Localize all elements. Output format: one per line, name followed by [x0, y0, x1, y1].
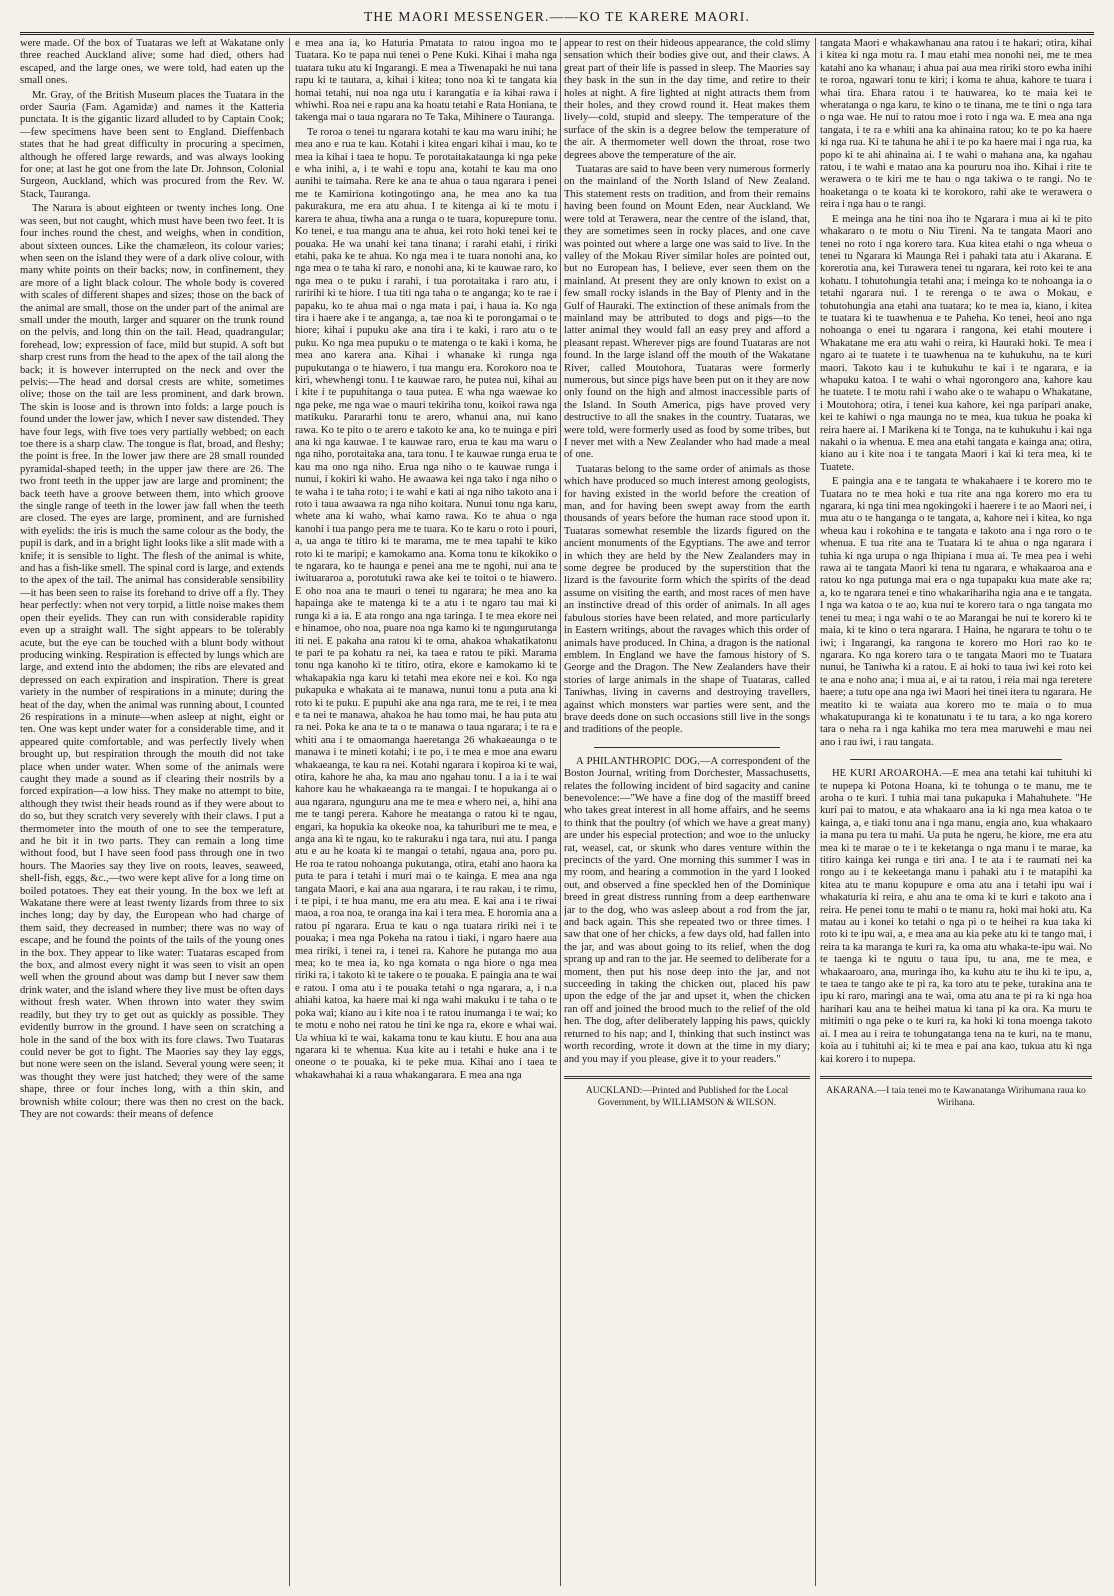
article-separator — [850, 759, 1062, 760]
paragraph: were made. Of the box of Tuataras we left at Wakatane only three reached Auckland alive; some had died, others had escaped, and the large ones, we were told, had eaten up the small ones. — [20, 38, 284, 87]
kuri-aroaroha-article: HE KURI AROAROHA.—E mea ana tetahi kai tuhituhi ki te nupepa ki Potona Hoana, ki te tohunga o te manu, me te aroha o te kuri. I tuhia mai tana pukapuka i Mahahuhete. "He kuri pai to matou, e ata whakaaro ana ia ki nga mea katoa o te kainga, a, e tiaki tonu ana i nga manu, engia ano, kua whakaaro ia mana pu tera tu mahi. Ua puta he ngeru, he kiore, me era atu mea ki te marae o te i te keketanga o nga manu i te marae, ka titiro kainga kei runga e tiri ana. I te ata i te raumati nei ka rongo au i te kekeetanga manu i pahaki atu i te matapihi ka kitea atu te manu kopupure e oma atu ana i tetahi ipu wai i whakaturia ki reira, e ahu ana te oma ki te kuri e takoto ana i reira. He penei tonu te mahi o te manu ra, hoki mai hoki atu. Ka matau au i konei ko tetahi o nga pi o te heihei ra kua taka ki roto ki te ipu wai, a, e mea ana au kia peke atu ki te tango mai, i reira ta ka maranga te kuri ra, ka oma atu whaka-te-ipu wai. No te taenga ki te ngutu o taua ipu, tu ana, me te mea, e whakaaroaro, ana, muringa iho, ka kuhu atu te ihu ki te ipu, a, te taea te tango ake te pi ra, ka toro atu te peke, turakina ana te ipu ki raro, maringi ana te wai, oma atu ana te pi ra ki nga hoa harihari kau ana te heihei matua ki tana pi ka ora. Ka muru te mitimiti o nga peke o te kuri ra, ka hoki ki tona moenga takoto ai. I mea au i reira te tohungatanga tena na te kuri, na te manu, koia au i tuhituhi ai; ki te mea e pai ana kao, tukua atu ki nga kai korero i to nupepa. — [820, 768, 1092, 1065]
column-2-maori-tuatara — [295, 38, 557, 1586]
paragraph: Te roroa o tenei tu ngarara kotahi te kau ma waru inihi; he mea ano e rua te kau. Kotahi i kitea engari kihai i mau, ko te mea ia kihai i taea te hopu. Te porotaitakataunga ki nga peke e wha inihi, a, i te wahi e topu ana, kotahi te kau ma ono aunihi te taimaha. Rere ke ana te ahua o taua ngarara i penei me te Kamiriona kotingotingo ana, he mea ano ka tua pakurakura, me era atu ahua. I te kitenga ai ki te motu i karera te ahua, tiwha ana a runga o te tuara, kopurepure tonu. Ko tenei, e tua mangu ana te ahua, kei roto hoki tenei kei te pouaka. He wa unahi kei tana tinana; i rarahi etahi, i ririki etahi, paka ke te ahua. Ko nga mea i te tuara nonohi ana, ko nga mea o te taha ki raro, e nonohi ana, ki te kauwae raro, ko nga mea o te puku i rarahi, i tua porotaitaka i raro atu, i raririhi ki te hiore. I tua titi nga taha o te anganga; ko te rae i papaku, ko te ahua mai o nga mata i pai, i haua ia. Ko nga tira i haere ake i te anganga, a, tae noa ki te porongamai o te hiore; kihai i pupuku ake ana tira i te kaki, i raro atu o te puku. Ko nga mea pupuku o te matenga o te kaki i koma, he mea ano karera ana. Kihai i whanake ki runga nga pupukutanga o te hiawero, i tua mangu era. Korokoro noa te kiri, whewhengi tonu. I te kauwae raro, he putea nui, kihai au i kite i te pupuhitanga o taua putea. E wha nga waewae ko nga peke, me nga wae o mauri tekiriha tonu, koikoi rawa nga matikuku. Parararhi tonu te arero, whanui ana, nui kano rawa. Ko te pito o te arero e takoto ke ana, ko te nuinga e piri ana ki nga kauwae. I te kauwae raro, erua te kau ma waru o nga niho, porotaitaka ana, tara tonu. I te kauwae runga erua te kau ma ono nga niho. Erua nga niho o te kauwae runga i nunui, i kokiri ki waho. He awaawa kei nga tako i nga niho o te waha i te taha roto; i te wahi e kati ai nga niho takoto ana i roto i taua awaawa ra nga niho koitara. Nunui tonu nga karu, whete ana ki waho, whai kamo rawa. Ko te ahua o nga kanohi i tua pango pera me te tuara. Ko te karu o roto i pouri, a, ua anga te titiro ki te marama, me te mea tapahi te kiko roto ki te maripi; e kamokamo ana. Koma tonu te kikokiko o te ngarara, ko te haunga e penei ana me te ngohi, nui ana te iwituararoa a, porotutuki rawa ake kei te toitoi o te hiawero. E oho noa ana te mauri o tenei tu ngarara; he mea ano ka hapainga ake te matenga ki te a atu i te ngaro tau mai ki runga ki a ia. E ata rongo ana nga taringa. I te mea ekore nei e hinamoe, oho noa, puare noa nga kamo ki te ngungurutanga iti nei. E pakaha ana ratou ki te oma, ahakoa whakatikatonu te pari te pa kohatu ra nei, ka taea e ratou te piki. Marama tonu nga kanoho ki te titiro, otira, ekore e kamokamo ki te whakapakia nga karu ki tetahi mea ekore nei e koi. Ko nga pukapuka e whakata ai te manawa, nunui tonu a puta ana ki roto ki te puku. E pupuhi ake ana nga rara, me te rei, i te mea e ta nei te manawa, ahakoa he hau tomo mai, he hau puta atu ra nei. Poka ke ana te ta o te manawa o taua ngarara; i te ra e whiti ana i te omaomanga haeretanga 26 whakaeaunga o te manawa i te mineti kotahi; i te po, i te mea e moe ana ewaru whakaeanga, te kau ra nei. Kotahi ngarara i kopiroa ki te wai, otira, kahore he aha, ka mau ano ngahau tonu. I a ia i te wai kahore kau he whakaeanga ra te mangai. I te hopukanga ai o aua ngarara, ngunguru ana me te mea e whero nei, a, hihi ana me te tangi perera. Kahore he meatanga o ratou ki te ngau, engari, ka hopukia ka okeoke noa, ka tahuriburi me te mea, e anga ana ki te ngau, ko te rakuraku i nga tara, nui atu. I panga atu e au he koata ki te mangai o tetahi, ngaua ana, poro pu. He roa te ratou nohoanga pukutanga, otira, etahi ano haora ka puta te para i tetahi i muri mai o te kainga. E mea ana nga tangata Maori, e kai ana aua ngarara, i te rau rakau, i te rimu, i te pipi, i te hua manu, me era atu mea. E kai ana i te riwai maoa, a roa noa, te oranga ina kai i tera mea. E horomia ana a ratou pi ngarara. Erua te kau o nga tuatara ririki nei i te pouaka; i mea nga Pokeha na ratou i tiaki, i ngaro haere aua mea ririki, i tenei ra, i tenei ra. Kahore he putanga mo aua mea; ko te mea ia, ko nga komata o nga hiore o nga mea ririki ra, i takoto ki te takere o te pouaka. E paingia ana te wai e ratou. I oma atu i te pouaka tetahi o nga ngarara, a, i n.a ahiahi katoa, ka haere mai ki nga wahi makuku i te taha o te poka wai; kiano au i kite noa i te ratou inumanga i te wai; ko te motu e noho nei ratou he tini ke nga ra, ekore e whai wai. Ua whiua ki te wai, kakama tonu te kau kiutu. E hou ana aua ngarara ki te whenua. Kua kite au i tetahi e huke ana i te oneone o te pouaka, ki te peke mua. Kihai ano i taea te whakawhahai ki a raua whakangarara. E mea ana nga — [295, 126, 557, 1081]
paragraph: tangata Maori e whakawhanau ana ratou i te hakari; otira, kihai i kitea ki nga motu ra. I mau etahi mea nonohi nei, me te mea katahi ano ka whanau; i ahua pai aua mea ririki storo ewha inihi te roroa, ngawari tonu te kiri; i koma te ahua, kahore te tuara i whai tira. Ehara ratou i te hauwarea, ko te maia kei te wheratanga o nga karu, te kino o te tinana, me te tini o nga tara o nga wae. He nui to ratou moe i roto i nga wa. E mea ana nga tangata, i te ra e whiti ana ka ahinaina ratou; ko te po ka haere ki nga rua. Ki te tahuna he ahi i te po ka haere mai i nga rua, ka popo ki te ahi ahinaina ai. I te wahi o mahana ana, ka ngahau ratou, i te wahi e matao ana ka poururu noa iho. Kihai i rite te werawera o te kiri me te hau o nga takiwa o te rangi. No te hoaketanga o te koata ki te korokoro, rahi ake te werawera o reira i nga hau o te rangi. — [820, 38, 1092, 211]
column-4-maori — [820, 38, 1092, 1586]
paragraph: E meinga ana he tini noa iho te Ngarara i mua ai ki te pito whakararo o te motu o Niu Tireni. Na te tangata Maori ano tenei no roto i nga korero tara. Kua kitea etahi o nga wheua o tenei tu Ngarara ki Maunga Rei i pahaki tata atu i Akarana. E korerotia ana, kei Turawera tenei tu ngarara, kei roto kei te ana kohatu. I tohutohungia tetahi ana; i meinga ko te nohoanga ia o tetahi ngarara nui. I te rerenga o te awa o Mokau, e tohutohungia ana etahi ana tuatara; ko te mea ia, kiano, i kitea te tuatara ki te tuawhenua e te Paheha. Ko tenei, heoi ano nga nohoanga o enei tu ngarara i rangona, kei etahi moutere i Whakatane me era atu wahi o reira, ki Hauraki hoki. Te mea i ngaro ai te tuatete i te tuawhenua na te kuhukuhu, na te kuri maori. Takoto kau i te kuhukuhu te kai i te ngarara, e ia whapuku katoa. I te wahi o whai ngorongoro ana, kahore kau he tuatete. I te motu rahi i waho ake o te wahapu o Whakatane, i Moutohora; otira, i tenei kua kahore, kei nga paripari anake, kei te kahiwi o nga maunga no te mea, kua tukua he poaka ki reira haere ai. I Marikena ki te Tonga, na te kuhukuhu i kai nga nakahi o ia whenua. E mea ana etahi tangata e kainga ana; otira, kiano au i kite noa i te tangata Maori i kai ki tera mea, ki te Tuatete. — [820, 213, 1092, 473]
imprint-rule — [564, 1076, 810, 1079]
imprint-rule — [820, 1076, 1092, 1079]
paragraph: e mea ana ia, ko Haturia Pmatata to ratou ingoa mo te Tuatara. Ko te papa nui tenei o Pene Kuki. Kihai i maha nga tuatara tuku atu ki Ingarangi. E mea a Tiwenapaki he nui tana rapu ki te tautara, a, kihai i kitea; tono noa ki te tangata kia homai tetahi, nui noa nga utu i karangatia e ia kihai rawa i whiwhi. Roa nei e rapu ana ka hoatu tetahi e Rata Honiana, te takenga mai o taua ngarara no Te Taka, Mihinere o Tauranga. — [295, 38, 557, 124]
column-divider — [289, 38, 290, 1586]
column-1-english-tuatara — [20, 38, 284, 1586]
article-separator — [594, 747, 780, 748]
paragraph: The Narara is about eighteen or twenty inches long. One was seen, but not caught, which must have been two feet. It is four inches round the chest, and weighs, when in condition, about sixteen ounces. Like the chamæleon, its colour varies; when seen on the island they were of a dark olive colour, with many white points on their backs; now, in confinement, they are more of a light black colour. The whole body is covered with scales of different shapes and sizes; those on the back of the animal are small, those on the under part of the animal are small under the mouth, larger and squarer on the trunk round on the pelvis, and long thin on the tail. Head, quadrangular; forehead, low; expression of face, mild but stupid. A soft but sharp crest runs from the head to the apex of the tail along the back; it is however interrupted on the neck and over the pelvis:—The head and dorsal crests are white, sometimes olive; those on the tail are less prominent, and dark brown. The skin is loose and is thrown into folds: a large pouch is found under the lower jaw, which I never saw distended. They have four legs, with five toes very partially webbed; on each toe there is a sharp claw. The tongue is flat, broad, and fleshy; the point is free. In the lower jaw there are 28 small rounded pyramidal-shaped teeth; in the upper jaw there are 26. The two front teeth in the upper jaw are large and prominent; the back teeth have a groove between them, into which groove the single range of teeth in the lower jaw fall when the teeth are closed. The eyes are large, prominent, and are furnished with eyelids: the iris is much the same colour as the body, the pupil is dark, and in a bright light looks like a slit made with a knife; it is sensible to light. The flesh of the animal is white, and has a fish-like smell. The spinal cord is large, and extends to the apex of the tail. The animal has considerable sensibility—it has been seen to raise its forehand to drive off a fly. They hear perfectly: when not very torpid, a little noise makes them open their eyelids. They can run with considerable rapidity even up a straight wall. The sight appears to be tolerably acute, but the eye can be touched with a blunt body without producing winking. Respiration is effected by lungs which are large, and extend into the abdomen; the ribs are elevated and depressed on each expiration and inspiration. There is great variety in the number of respirations in a minute; during the heat of the day, when the animal was running about, I counted 26 respirations in a minute—when asleep at night, eight or ten. One was kept under water for a considerable time, and it appeared quite comfortable, and was perfectly lively when brought up, but respiration through the mouth did not take place when under water. When some of the animals were caught they made a sound as if clearing their nostrils by a forced expiration—a low hiss. They make no attempt to bite, although they twist their heads round as if they were about to do so, but they scratch very severely with their claws. I put a thermometer into the mouth of one to see the temperature, and he bit it in two parts. They can remain a long time without food, but I have seen food pass through one in two hours. The Maories say they live on roots, leaves, seaweed, shell-fish, eggs, &c.,—two were kept alive for a long time on boiled potatoes. They eat their young. In the box we left at Wakatane there were at least twenty lizards from three to six inches long; day by day, the European who had charge of them said, they decreased in number; there was no way of escape, and he found the points of the tails of the young ones in the box. They appear to like water: Tuataras escaped from the box, and almost every night it was seen to visit an open well when the ground about was damp but I never saw them drink water, and the island where they live must be often days without fresh water. When thrown into water they swim readily, but they try to get out as quickly as possible. They evidently burrow in the ground. I have seen on scratching a hole in the sand of the box with its fore claws. Two Tuataras could never be got to fight. The Maories say they lay eggs, but none were seen on the island. Several young were seen; it was thought they were just hatched; they were of the same shape, three or four inches long, with a thin skin, and brownish white colour; there was then no crest on the back. They are not cowards: their means of defence — [20, 203, 284, 1120]
paragraph: Tuataras belong to the same order of animals as those which have produced so much interest among geologists, for having existed in the world before the creation of man, and for having been swept away from the earth thousands of years before the human race stood upon it. Tuataras somewhat resemble the lizards figured on the ancient monuments of the Egyptians. The awe and terror in which they are held by the New Zealanders may in some degree be produced by the superstition that the lizard is the favourite form which the spirits of the dead assume on visiting the earth, and most races of men have an instinctive dread of this order of animals. In all ages fabulous stories have been related, and more particularly in Eastern writings, about the ravages which this order of animals have produced. In China, a dragon is the national emblem. In England we have the famous history of S. George and the Dragon. The New Zealanders have their stories of large animals in the shape of Tuataras, called Taniwhas, living in caverns and destroying travellers, against which monsters war parties were sent, and the brave deeds done on such occasions still live in the songs and traditions of the people. — [564, 463, 810, 736]
masthead: THE MAORI MESSENGER.——KO TE KARERE MAORI. — [20, 6, 1094, 35]
imprint-english: AUCKLAND:—Printed and Published for the Local Government, by WILLIAMSON & WILSON. — [585, 1084, 789, 1108]
paragraph: appear to rest on their hideous appearance, the cold slimy sensation which their bodies give out, and their claws. A great part of their life is passed in sleep. The Maories say they bask in the sun in the day time, and retire to their holes at night. A fire lighted at night attracts them from their holes, and they crowd round it. Heat makes them lively—cold, stupid and sleepy. The temperature of the surface of the skin is a degree below the temperature of the air. A thermometer well down the throat, rose two degrees above the temperature of the air. — [564, 38, 810, 161]
paragraph: Mr. Gray, of the British Museum places the Tuatara in the order Sauria (Fam. Agamidæ) and names it the Katteria punctata. It is the gigantic lizard alluded to by Captain Cook;—few specimens have been sent to England. Dieffenbach states that he had great difficulty in procuring a specimen, although he offered large rewards, and was always looking for one; at last he got one from the late Dr. Johnson, Colonial Surgeon, Auckland, which was procured from the Rev. W. Stack, Tauranga. — [20, 89, 284, 200]
column-divider — [560, 38, 561, 1586]
column-3-english — [564, 38, 810, 1586]
philanthropic-dog-article: A PHILANTHROPIC DOG.—A correspondent of the Boston Journal, writing from Dorchester, Massachusetts, relates the following incident of bird sagacity and canine benevolence:—"We have a fine dog of the mastiff breed who takes great interest in all home affairs, and he seems to think that the poultry (of which we have a great many) are under his especial protection; and woe to the unlucky rat, weasel, cat, or skunk who dares venture within the precincts of the yard. One morning this summer I was in my room, and hearing a commotion in the yard I looked out, and observed a fine speckled hen of the Dominique breed in great distress running from a deep earthenware jar to the dog, who was asleep about a rod from the jar, and back again. This she repeated two or three times. I saw that one of her chicks, a few days old, had fallen into the jar, and was about going to its relief, when the dog sprang up and ran to the jar. He seemed to deliberate for a moment, then put his nose deep into the jar, and not succeeding in taking the chicken out, placed his paw upon the edge of the jar and upset it, when the chicken ran off and joined the brood much to the relief of the old hen. The dog, after deliberately lapping his paws, quickly returned to his nap; and I, thinking that such instinct was worth recording, wrote it down at the time in my diary; and you may if you please, give it to your readers." — [564, 755, 810, 1065]
column-divider — [815, 38, 816, 1586]
paragraph: E paingia ana e te tangata te whakahaere i te korero mo te Tuatara no te mea hoki e tua rite ana nga korero mo era tu ngarara, ki nga tini mea ngokingoki i haerere i te ao Maori nei, i mua atu o te hanganga o te tangata, a, kahore nei i kitea, ko nga wheua kau i rokohina e te tangata e takoto ana i nga roro o te whenua. E tua rite ana te Tuatara ki te ahua o nga ngarara i tuhia ki nga urupa o nga Ihipiana i mua ai. Te mea pea i wehi rawa ai te tangata Maori ki tena tu ngarara, e whakaaroa ana e ratou ko nga putunga mai era o nga tupapaku kua mate ake ra; a, ko te ngarara tenei e tino whakarihariha ngia ana e te tangata. I nga wa katoa o te ao, kua nui te korero tara o nga tangata mo tenei tu mea; i nga wahi o te ao Marangai he nui te korero ki te maia, ki te kino o tera ngarara. I Haina, he ngarara te tohu o te iwi; i Ingarangi, ka rangona te korero mo Hori rao ko te ngarara. Ko nga korero tara o te tangata Maori mo te Tuatara nunui, he Taniwha ki a ratou. E ai hoki to taua iwi kei roto kei te ana e noho ana; i mua ai, e ai ta ratou, i reia mai nga teretere haere; a tutu ope ana nga iwi Maori hei tinei itera tu ngarara. He meatito ki te waiata aua korero mo te maia o to mua whakatupuranga ki te konatunatu i te tu tara, a ko nga korero tara o neha ra i nga kahika mo tera mea maruwehi e mau nei ano i rau iwi, i rau tangata. — [820, 476, 1092, 748]
imprint-maori: AKARANA.—I taia tenei mo te Kawanatanga Wirihumana raua ko Wirihana. — [826, 1084, 1086, 1108]
paragraph: Tuataras are said to have been very numerous formerly on the mainland of the North Island of New Zealand. This statement rests on tradition, and from their remains having been found on Mount Eden, near Auckland. We were told at Terawera, near the centre of the island, that, they are sometimes seen in rocky places, and one cave was pointed out where a large one was said to live. In the valley of the Mokau River similar holes are pointed out, but no European has, I believe, ever seen them on the mainland. At present they are only known to exist on a few small rocky islands in the Bay of Plenty and in the Gulf of Hauraki. The extinction of these animals from the mainland may be attributed to dogs and pigs—to the latter animal they would fall an easy prey and afford a pleasant repast. Wherever pigs are found Tuataras are not found. In the large island off the mouth of the Wakatane River, called Moutohora, Tuataras were formerly numerous, but since pigs have been put on it they are now only found on the high and almost inaccessible parts of the Island. In South America, pigs have proved very destructive to all the snakes in the country. Tuataras, we were told, were formerly used as food by some tribes, but I never met with a New Zealander who had made a meal of one. — [564, 164, 810, 461]
